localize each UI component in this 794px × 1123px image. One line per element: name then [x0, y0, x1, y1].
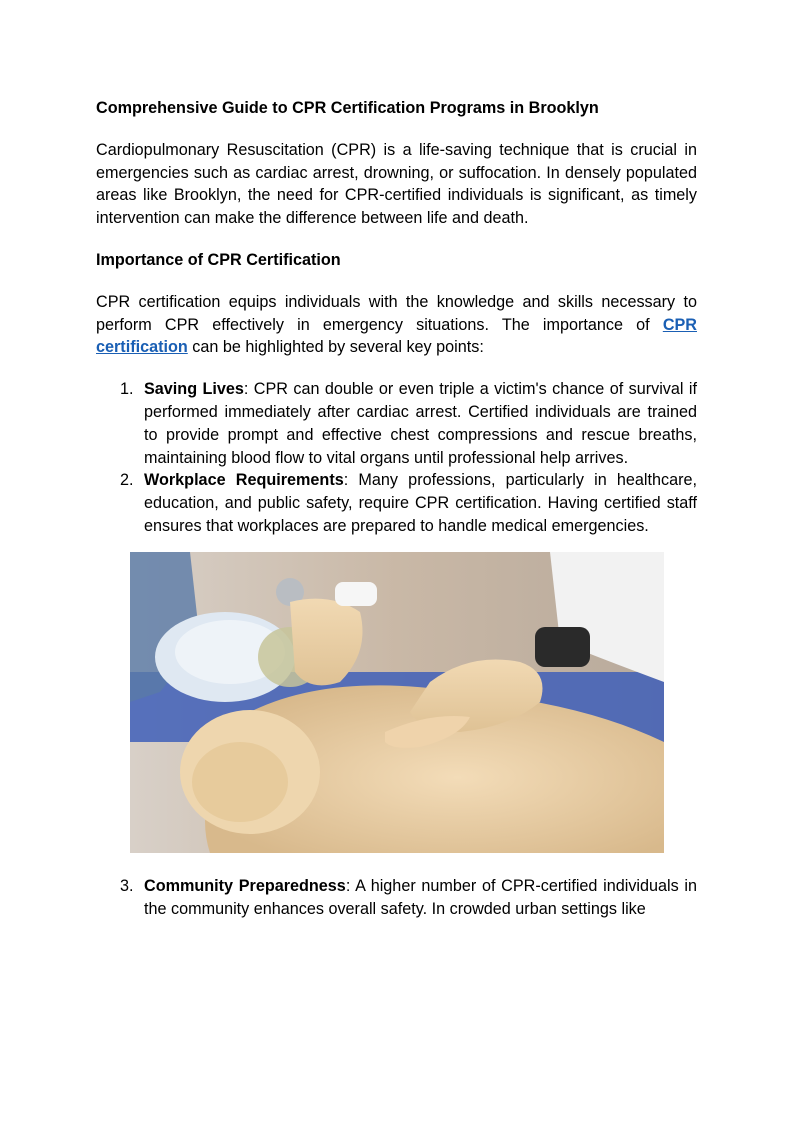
document-title: Comprehensive Guide to CPR Certification Programs in Brooklyn — [96, 99, 599, 117]
intro-paragraph: Cardiopulmonary Resuscitation (CPR) is a life-saving technique that is crucial in emergencies such as cardiac arrest, drowning, or suffocation. In densely populated areas like Brooklyn, the need for CPR-certified individuals is significant, as timely intervention can make the difference between life and death. — [96, 140, 697, 228]
list-number: 1. — [120, 380, 134, 399]
key-points-list-continued — [96, 875, 697, 921]
list-term: Workplace Requirements — [144, 471, 344, 490]
list-text: : A higher number of CPR-certified individuals in the community enhances overall safety. In crowded urban settings like — [144, 876, 697, 918]
list-number: 2. — [120, 471, 134, 490]
section-heading: Importance of CPR Certification — [96, 250, 341, 269]
cpr-certification-link[interactable]: CPR certification — [96, 315, 697, 357]
section-text-before: CPR certification equips individuals with the knowledge and skills necessary to perform CPR effectively in emergency situations. The importance of — [96, 292, 697, 334]
list-term: Saving Lives — [144, 380, 244, 399]
list-item — [96, 378, 697, 469]
list-term: Community Preparedness — [144, 876, 346, 895]
list-text: : Many professions, particularly in healthcare, education, and public safety, require CPR certification. Having certified staff ensures that workplaces are prepared to handle medical emergencies. — [144, 471, 697, 535]
document-page — [96, 97, 697, 920]
list-item — [96, 469, 697, 537]
cpr-training-photo — [130, 552, 664, 853]
list-text: : CPR can double or even triple a victim's chance of survival if performed immediately after cardiac arrest. Certified individuals are trained to provide prompt and effective chest compressions and rescue breaths, maintaining blood flow to vital organs until professional help arrives. — [144, 380, 697, 467]
list-number: 3. — [120, 876, 134, 895]
section-paragraph — [96, 291, 697, 359]
list-item — [96, 875, 697, 921]
section-text-after: can be highlighted by several key points: — [187, 338, 484, 357]
key-points-list — [96, 378, 697, 538]
